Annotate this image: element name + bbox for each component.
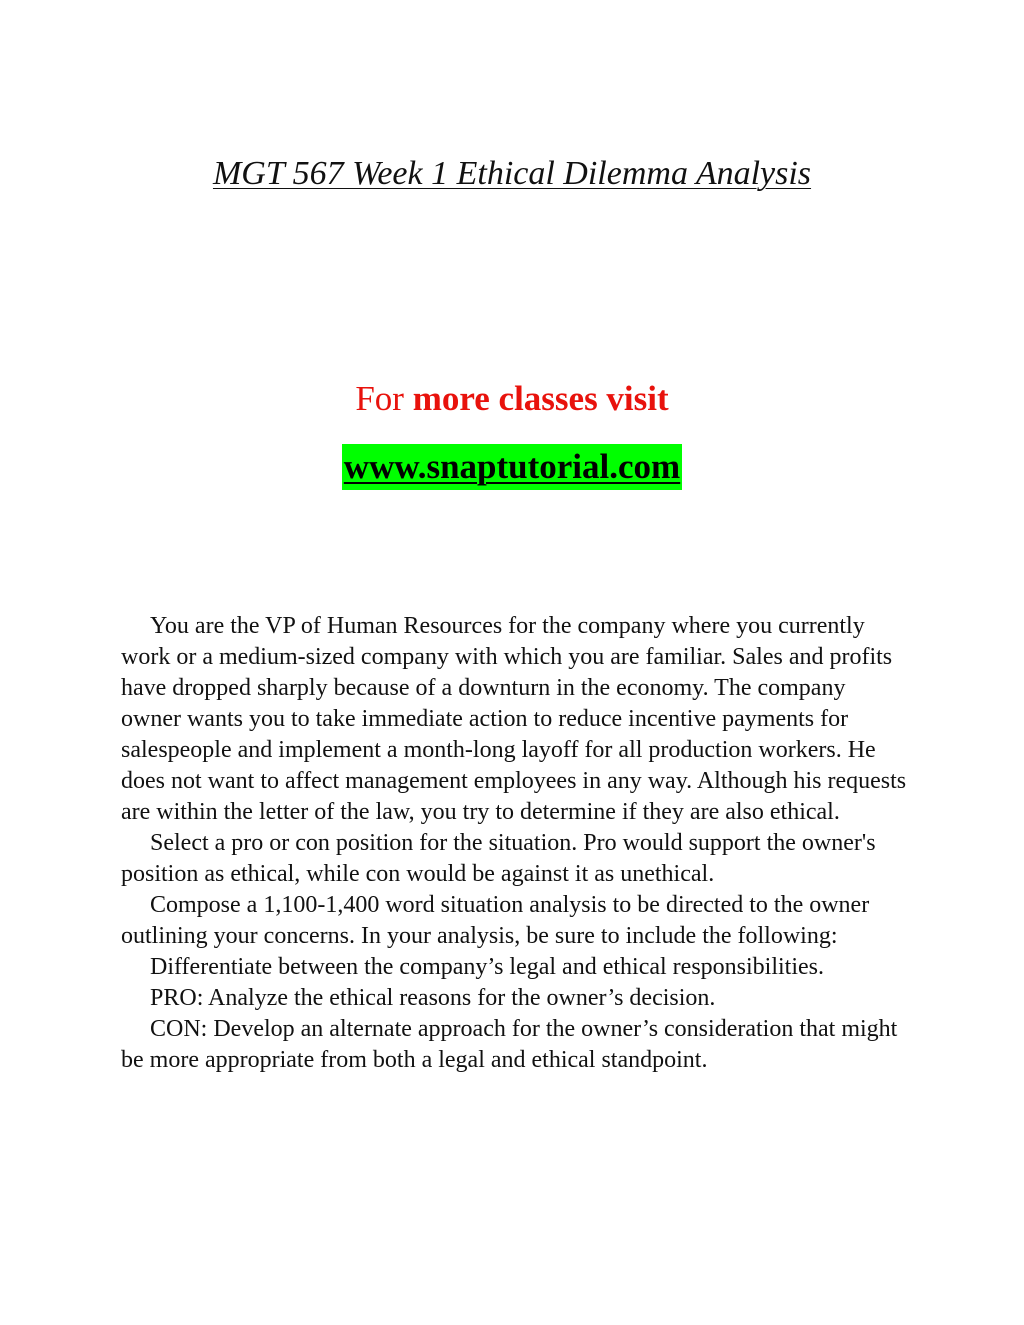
paragraph-scenario: You are the VP of Human Resources for the company where you currently work or a medium-sized company with which you are familiar. Sales and profits have dropped sharply because of a downturn in the economy. The company owner wants you to take immediate action to reduce incentive payments for salespeople and implement a month-long layoff for all production workers. He does not want to affect management employees in any way. Although his requests are within the letter of the law, you try to determine if they are also ethical. <box>121 613 907 825</box>
paragraph-con: CON: Develop an alternate approach for the owner’s consideration that might be more appropriate from both a legal and ethical standpoint. <box>121 1016 898 1073</box>
document-title <box>0 152 1024 196</box>
paragraph-position: Select a pro or con position for the situation. Pro would support the owner's position as ethical, while con would be against it as unethical. <box>121 830 876 887</box>
promo-prefix: For <box>355 379 413 418</box>
paragraph-differentiate: Differentiate between the company’s legal and ethical responsibilities. <box>150 954 824 980</box>
document-title-text: MGT 567 Week 1 Ethical Dilemma Analysis <box>212 155 812 192</box>
promo-link-container <box>0 444 1024 490</box>
promo-line <box>0 377 1024 421</box>
paragraph-pro: PRO: Analyze the ethical reasons for the owner’s decision. <box>150 985 716 1011</box>
assignment-body <box>121 611 911 1076</box>
paragraph-compose: Compose a 1,100-1,400 word situation analysis to be directed to the owner outlining your concerns. In your analysis, be sure to include the following: <box>121 892 870 949</box>
promo-link[interactable]: www.snaptutorial.com <box>342 444 682 490</box>
promo-emphasis: more classes visit <box>412 379 669 418</box>
